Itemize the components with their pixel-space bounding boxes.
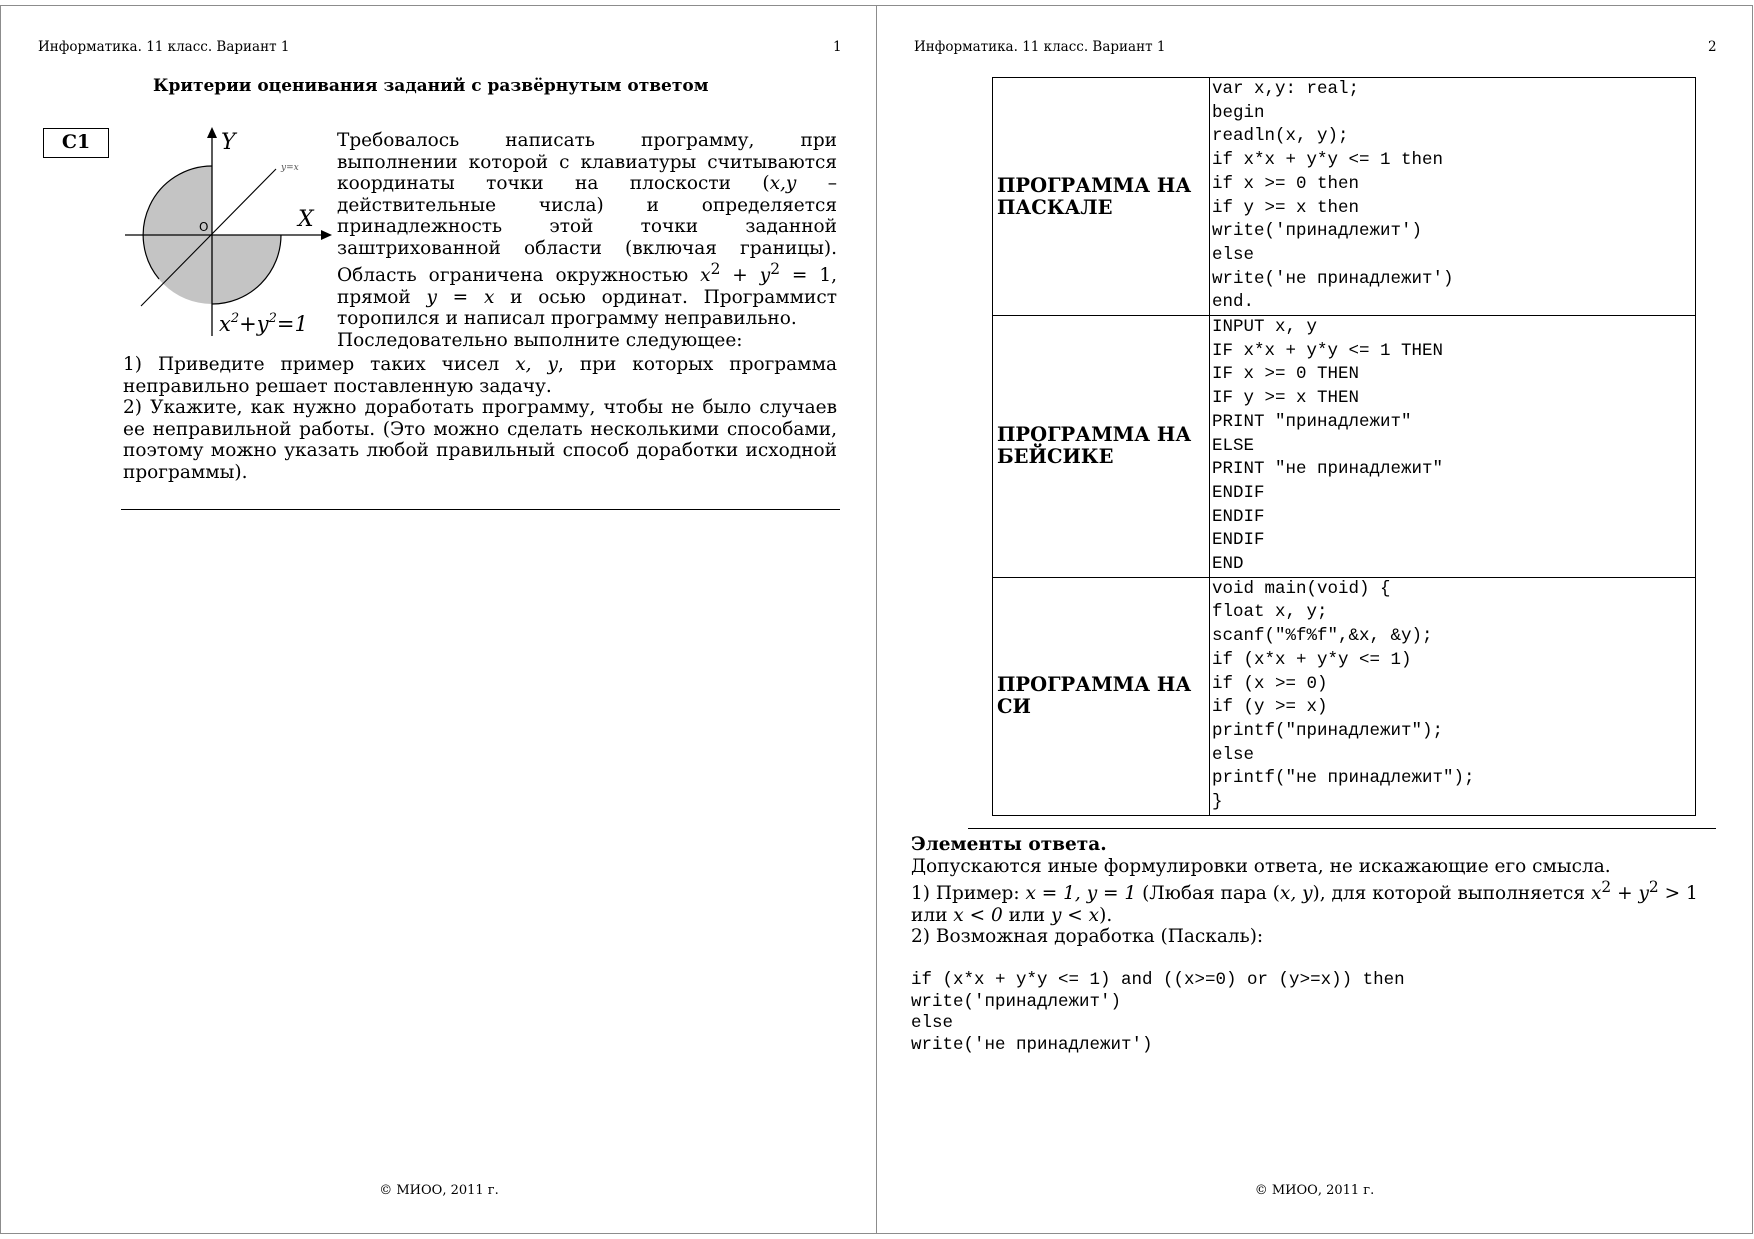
answer-code: if (x*x + y*y <= 1) and ((x>=0) or (y>=x)) then write('принадлежит') else write('не принадлежит') bbox=[911, 970, 1405, 1055]
task-items bbox=[123, 354, 837, 483]
code-listing: INPUT x, y IF x*x + y*y <= 1 THEN IF x >= 0 THEN IF y >= x THEN PRINT "принадлежит" ELSE PRINT "не принадлежит" ENDIF ENDIF ENDIF END bbox=[1210, 316, 1696, 578]
language-label: ПРОГРАММА НА БЕЙСИКЕ bbox=[993, 316, 1210, 578]
circle-region-figure bbox=[121, 124, 336, 344]
program-row-c bbox=[993, 577, 1696, 815]
line-label: y=x bbox=[281, 163, 299, 173]
language-label: ПРОГРАММА НА ПАСКАЛЕ bbox=[993, 78, 1210, 316]
shaded-lower-right-region bbox=[212, 235, 281, 304]
programs-table bbox=[992, 77, 1696, 816]
divider bbox=[968, 828, 1716, 829]
answer-item-2: 2) Возможная доработка (Паскаль): bbox=[911, 926, 1264, 948]
task-instruction: Последовательно выполните следующее: bbox=[337, 329, 743, 351]
task-statement: Требовалось написать программу, при выполнении которой с клавиатуры считываются координаты точки на плоскости (x,y – действительные числа) и определяется принадлежность этой точки заданной заштрихованной области (включая границы). Область ограничена окружностью $x^2 + y^2 = 1$, прямой y = x и осью ординат. Программист торопился и написал программу неправильно. Последовательно выполните следующее: bbox=[337, 130, 837, 351]
page-title: Критерии оценивания заданий с развёрнутым ответом bbox=[153, 76, 709, 96]
task-item-2: 2) Укажите, как нужно доработать программу, чтобы не было случаев ее неправильной работы. (Это можно сделать несколькими способами, поэтому можно указать любой правильный способ доработки исходной программы). bbox=[123, 397, 837, 483]
answer-note: Допускаются иные формулировки ответа, не искажающие его смысла. bbox=[911, 855, 1611, 877]
language-label: ПРОГРАММА НА СИ bbox=[993, 577, 1210, 815]
code-listing: var x,y: real; begin readln(x, y); if x*x + y*y <= 1 then if x >= 0 then if y >= x then write('принадлежит') else write('не принадлежит') end. bbox=[1210, 78, 1696, 316]
unshaded-sector bbox=[212, 166, 281, 235]
page-header: Информатика. 11 класс. Вариант 1 bbox=[914, 39, 1166, 55]
page-number: 2 bbox=[1708, 39, 1717, 55]
code-listing: void main(void) { float x, y; scanf("%f%f",&x, &y); if (x*x + y*y <= 1) if (x >= 0) if (y >= x) printf("принадлежит"); else printf("не принадлежит"); } bbox=[1210, 577, 1696, 815]
circle-equation-label: $x^2+y^2=1$ bbox=[219, 311, 308, 336]
task-item-1: 1) Приведите пример таких чисел x, y, при которых программа неправильно решает поставленную задачу. bbox=[123, 354, 837, 397]
answer-item-1: 1) Пример: x = 1, y = 1 (Любая пара (x, y), для которой выполняется $x^2 + y^2 > 1$ или x < 0 или y < x). bbox=[911, 878, 1698, 926]
page-1 bbox=[0, 5, 878, 1234]
answer-section bbox=[911, 834, 1711, 948]
page-footer: © МИОО, 2011 г. bbox=[1254, 1183, 1375, 1198]
answer-heading: Элементы ответа. bbox=[911, 834, 1107, 855]
y-axis-label: Y bbox=[221, 130, 236, 155]
x-axis-label: X bbox=[298, 207, 314, 232]
program-row-pascal bbox=[993, 78, 1696, 316]
page-number: 1 bbox=[833, 39, 842, 55]
page-footer: © МИОО, 2011 г. bbox=[379, 1183, 499, 1198]
program-row-basic bbox=[993, 316, 1696, 578]
page-header: Информатика. 11 класс. Вариант 1 bbox=[38, 39, 290, 55]
task-id-box: C1 bbox=[43, 128, 109, 158]
origin-label: O bbox=[199, 220, 209, 234]
divider bbox=[121, 509, 840, 510]
